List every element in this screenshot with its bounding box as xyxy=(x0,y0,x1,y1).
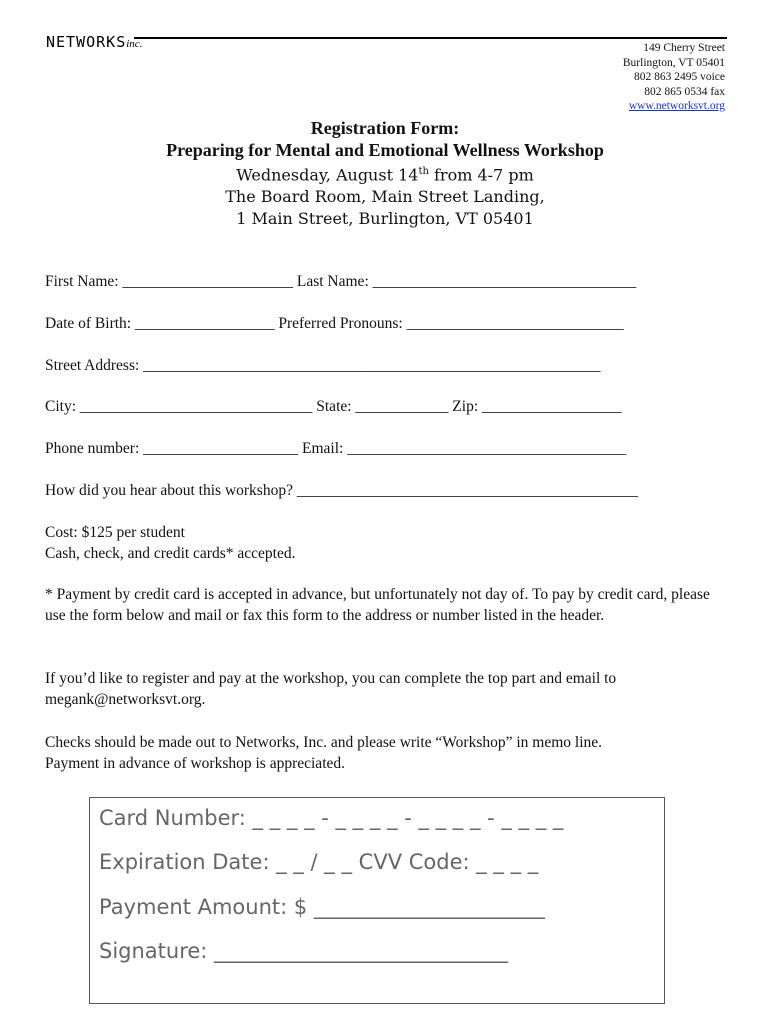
payment-amount-field[interactable]: Payment Amount: $ ______________________ xyxy=(99,895,545,919)
card-number-field[interactable]: Card Number: _ _ _ _ - _ _ _ _ - _ _ _ _ - _ _ _ _ xyxy=(99,806,564,830)
logo-suffix: inc. xyxy=(126,38,143,50)
phone-email-fields[interactable]: Phone number: ____________________ Email: ____________________________________ xyxy=(45,440,627,457)
workshop-address: 1 Main Street, Burlington, VT 05401 xyxy=(236,209,534,229)
logo-text: NETWORKS xyxy=(46,33,127,51)
cost-line: Cost: $125 per student xyxy=(45,524,185,541)
title-block xyxy=(0,117,770,230)
referral-field[interactable]: How did you hear about this workshop? ____________________________________________ xyxy=(45,482,638,499)
dob-pronouns-fields[interactable]: Date of Birth: __________________ Preferred Pronouns: ____________________________ xyxy=(45,315,624,332)
header-rule xyxy=(134,37,727,39)
networks-logo xyxy=(46,33,142,51)
checks-note-line2: Payment in advance of workshop is appreciated. xyxy=(45,755,346,772)
contact-voice: 802 863 2495 voice xyxy=(633,71,725,83)
signature-field[interactable]: Signature: ____________________________ xyxy=(99,939,509,963)
website-link[interactable]: www.networksvt.org xyxy=(628,100,725,112)
cost-info xyxy=(45,522,725,564)
street-address-field[interactable]: Street Address: ___________________________________________________________ xyxy=(45,357,601,374)
name-fields[interactable]: First Name: ______________________ Last Name: __________________________________ xyxy=(45,273,637,290)
contact-city: Burlington, VT 05401 xyxy=(622,56,725,69)
date-suffix: th xyxy=(418,166,429,177)
expiration-cvv-field[interactable]: Expiration Date: _ _ / _ _ CVV Code: _ _ _ _ xyxy=(99,850,539,874)
payment-methods-line: Cash, check, and credit cards* accepted. xyxy=(45,545,296,562)
city-state-zip-fields[interactable]: City: ______________________________ State: ____________ Zip: __________________ xyxy=(45,398,622,415)
checks-note xyxy=(45,732,725,774)
checks-note-line1: Checks should be made out to Networks, Inc. and please write “Workshop” in memo line. xyxy=(45,734,603,751)
workshop-venue: The Board Room, Main Street Landing, xyxy=(225,187,545,207)
time-text: from 4-7 pm xyxy=(428,165,534,185)
workshop-date xyxy=(0,161,770,186)
contact-fax: 802 865 0534 fax xyxy=(644,85,725,98)
form-heading: Registration Form: xyxy=(310,118,460,138)
credit-card-form-box xyxy=(89,797,665,1004)
date-text: Wednesday, August 14 xyxy=(236,165,419,185)
credit-card-note: * Payment by credit card is accepted in advance, but unfortunately not day of. To pay by credit card, please use the form below and mail or fax this form to the address or number listed in the header. xyxy=(45,586,710,624)
contact-block xyxy=(623,41,725,114)
register-note: If you’d like to register and pay at the workshop, you can complete the top part and email to megank@networksvt.org. xyxy=(45,670,617,708)
contact-street: 149 Cherry Street xyxy=(643,42,725,54)
workshop-title: Preparing for Mental and Emotional Wellness Workshop xyxy=(166,140,604,160)
